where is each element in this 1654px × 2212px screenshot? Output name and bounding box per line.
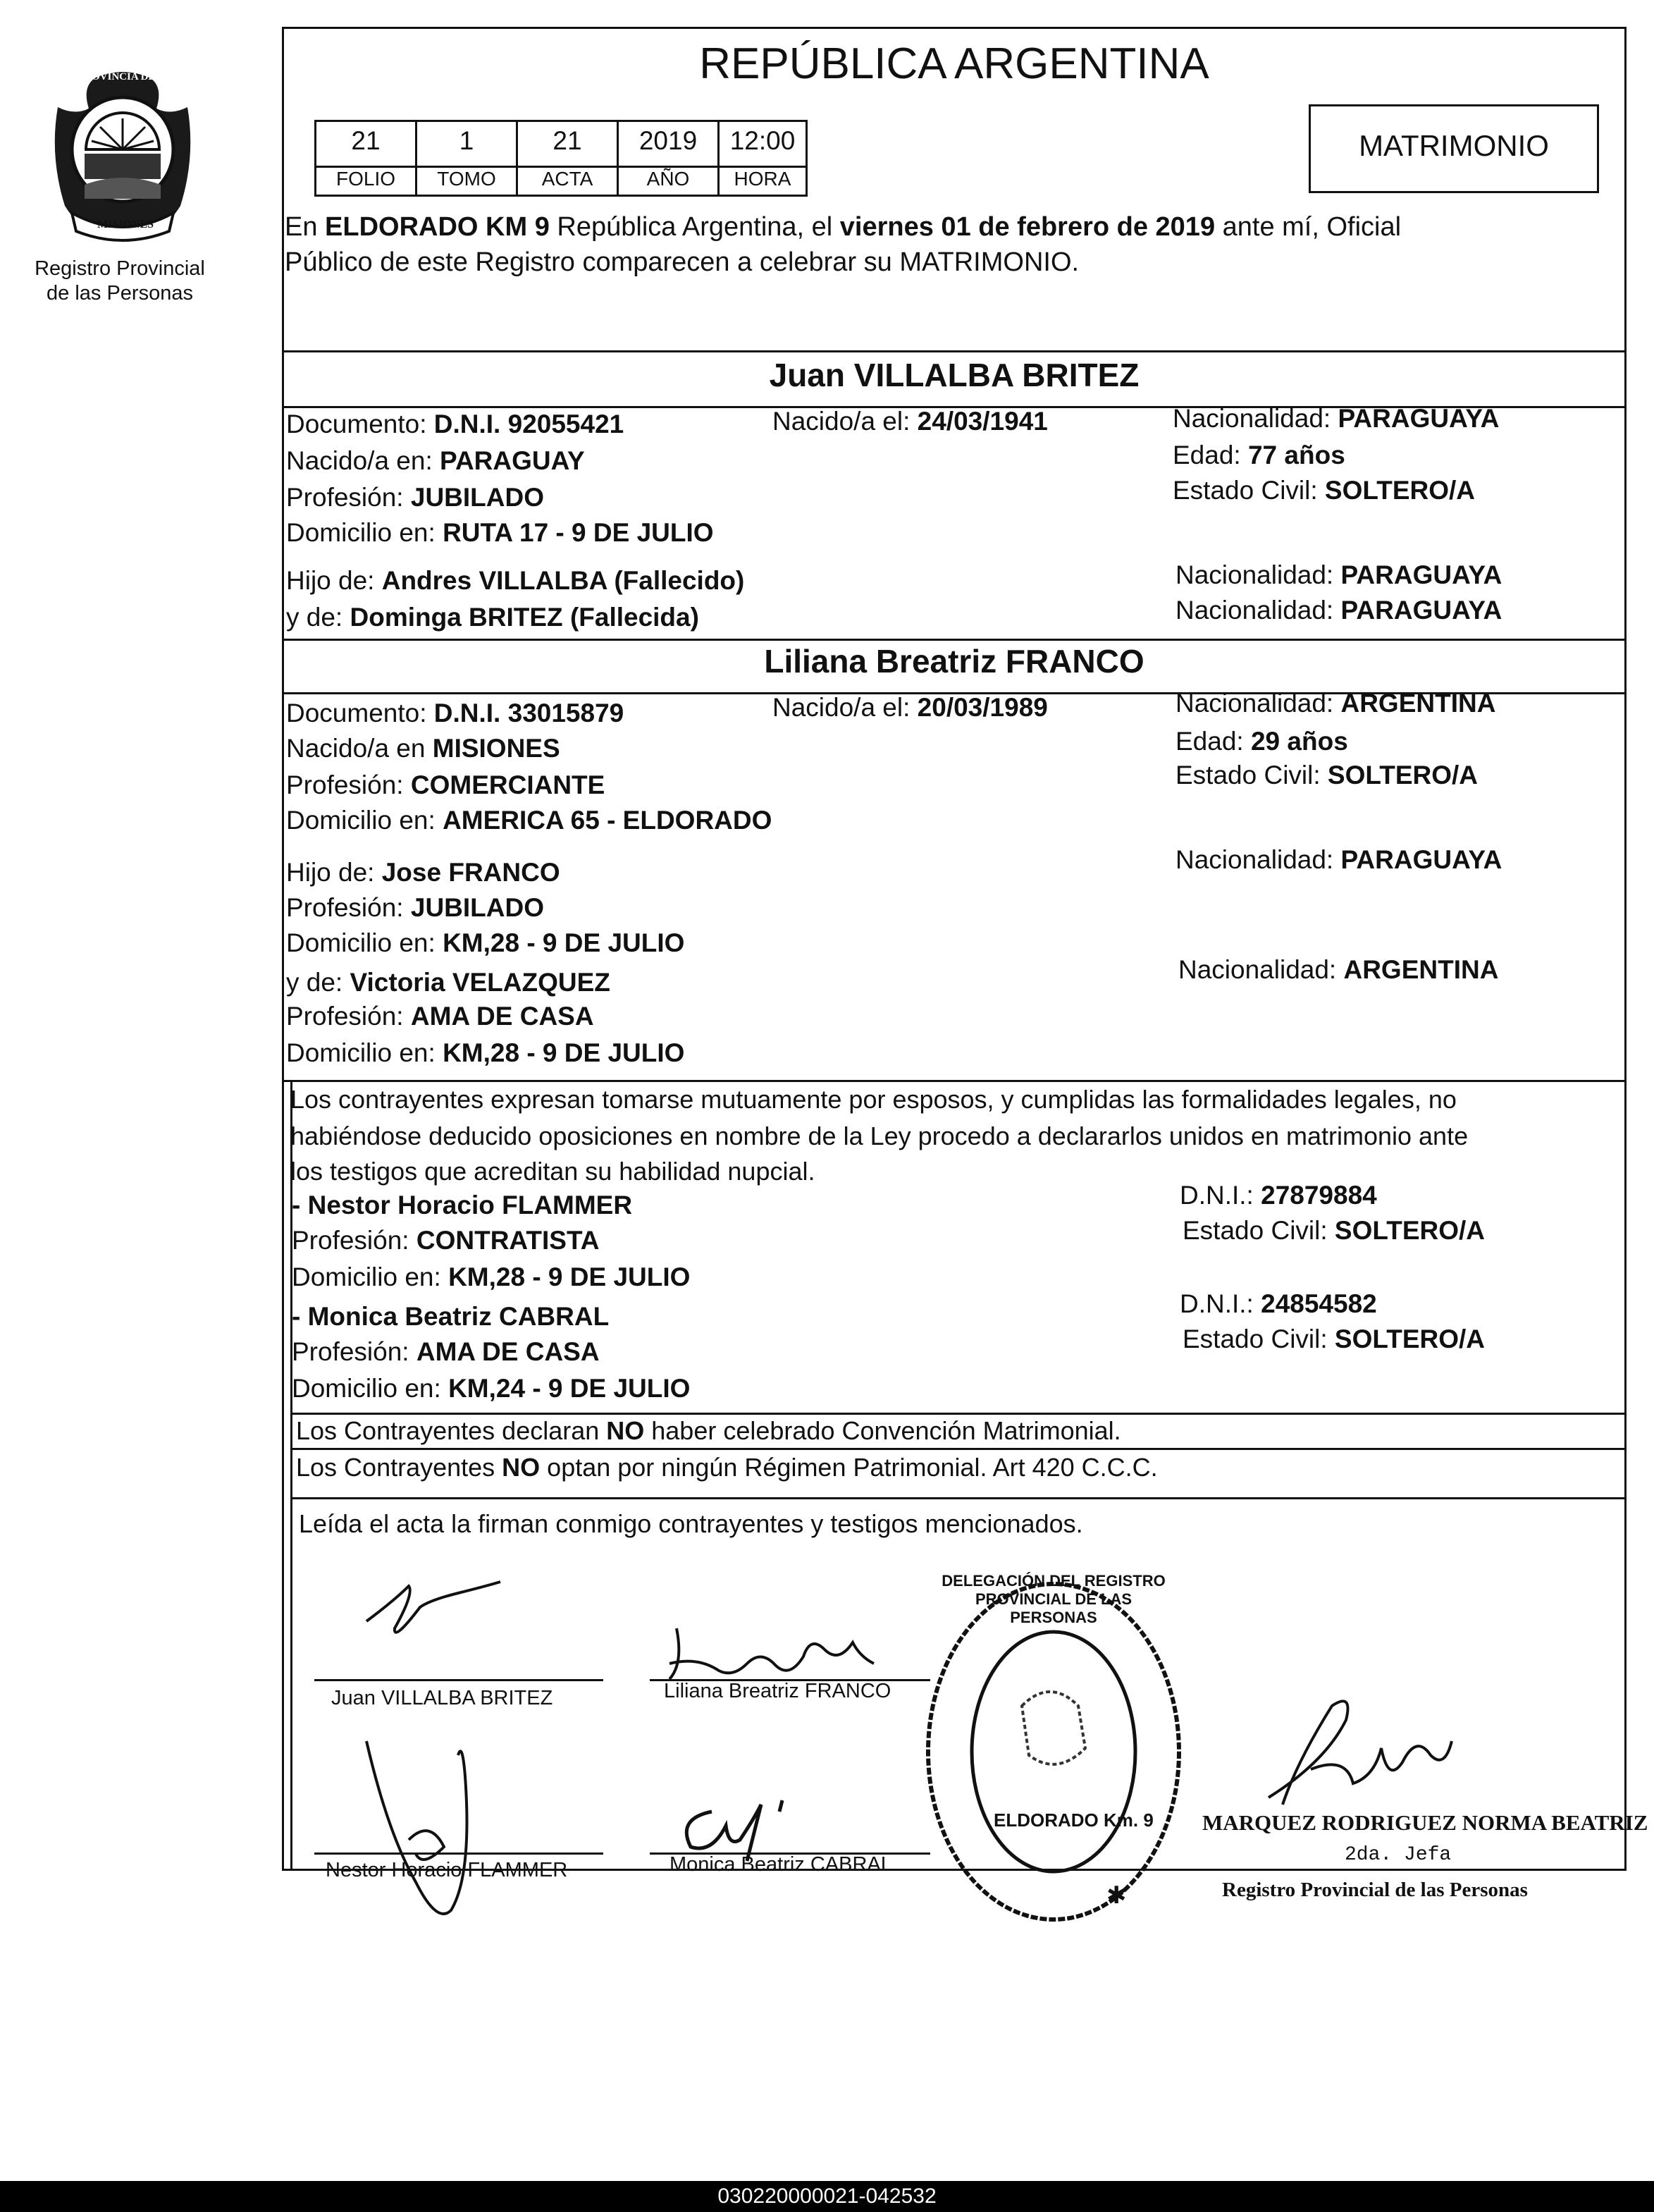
tomo-cell: [415, 120, 518, 168]
intro-line1: [285, 211, 1401, 242]
tomo-label-cell: [415, 166, 518, 197]
regime1-no: NO: [606, 1416, 645, 1445]
spouse1-signature: [352, 1572, 514, 1649]
spouse2-profession: [286, 770, 605, 801]
spouse2-prof: COMERCIANTE: [410, 770, 605, 799]
witness2-civil: SOLTERO/A: [1334, 1325, 1486, 1353]
spouse2-prof-label: Profesión:: [286, 770, 411, 799]
seal-lettering-top: PROVINCIA DE: [78, 71, 156, 82]
witness1-dom: KM,28 - 9 DE JULIO: [448, 1262, 691, 1291]
spouse1-age: [1173, 440, 1345, 471]
intro-date: viernes 01 de febrero de 2019: [839, 212, 1216, 242]
folio-label-cell: [314, 166, 417, 197]
witness1-signature: [338, 1734, 521, 1938]
spouse2-civil-status: [1175, 760, 1478, 791]
witness1-signature-line: [314, 1852, 603, 1855]
intro-text-b: República Argentina, el: [549, 212, 840, 242]
acta-label: ACTA: [541, 168, 593, 190]
spouse1-mother-name: Dominga BRITEZ (Fallecida): [350, 603, 699, 632]
spouse1-nat-label: Nacionalidad:: [1173, 404, 1338, 433]
year-label-cell: [617, 166, 720, 197]
spouse1-age-value: 77 años: [1247, 441, 1345, 469]
spouse2-born-in-label: Nacido/a en: [286, 734, 433, 763]
spouse1-father-label: Hijo de:: [286, 566, 382, 595]
spouse1-father-nationality: [1175, 560, 1502, 591]
official-signature: [1240, 1678, 1480, 1819]
spouse2-birthplace: [286, 733, 560, 764]
spouse1-mother: [286, 602, 699, 633]
spouse1-born-date-label: Nacido/a el:: [772, 407, 918, 436]
spouse2-father-nat: PARAGUAYA: [1340, 845, 1502, 874]
spouse1-father-nat: PARAGUAYA: [1340, 560, 1502, 589]
regime2-no: NO: [502, 1453, 541, 1482]
spouse1-civil-status: [1173, 475, 1475, 506]
hour-cell: [717, 120, 808, 168]
spouse2-address: [286, 805, 772, 836]
spouse1-birthplace: [286, 446, 585, 477]
spouse2-born-in: MISIONES: [432, 734, 560, 763]
spouse2-signature-name: Liliana Breatriz FRANCO: [664, 1680, 891, 1702]
act-type: MATRIMONIO: [1359, 129, 1549, 162]
spouse2-father-address: [286, 928, 684, 959]
spouse1-prof-label: Profesión:: [286, 483, 411, 512]
spouse2-age-label: Edad:: [1175, 727, 1251, 756]
org-name-line1: Registro Provincial: [35, 257, 205, 280]
spouse2-father-dom: KM,28 - 9 DE JULIO: [443, 928, 685, 957]
spouse1-civil: SOLTERO/A: [1324, 476, 1476, 505]
hour-label-cell: [717, 166, 808, 197]
intro-place: ELDORADO KM 9: [325, 212, 550, 242]
spouse2-mother-prof-label: Profesión:: [286, 1002, 411, 1031]
seal-lettering-bottom: MISIONES: [97, 219, 154, 231]
witness2-prof: AMA DE CASA: [416, 1337, 600, 1366]
spouse1-nat: PARAGUAYA: [1338, 404, 1500, 433]
divider-regime-mid: [290, 1448, 1627, 1450]
witness1-prof-label: Profesión:: [292, 1226, 416, 1255]
spouse1-born-in: PARAGUAY: [440, 446, 585, 475]
witness1-civil-status: [1183, 1215, 1485, 1246]
spouse2-name: Liliana Breatriz FRANCO: [764, 643, 1144, 680]
year-value: 2019: [638, 126, 698, 155]
witness1-dom-label: Domicilio en:: [292, 1262, 449, 1291]
spouse1-doc-label: Documento:: [286, 410, 434, 438]
spouse1-mother-nat-label: Nacionalidad:: [1175, 596, 1341, 625]
official-role: 2da. Jefa: [1345, 1844, 1452, 1866]
declaration-line1: Los contrayentes expresan tomarse mutuamente por esposos, y cumplidas las formalidades legales, no: [290, 1085, 1457, 1114]
spouse1-born-in-label: Nacido/a en:: [286, 446, 440, 475]
spouse2-father-nat-label: Nacionalidad:: [1175, 845, 1341, 874]
witness2-signature-name: Monica Beatriz CABRAL: [669, 1853, 892, 1876]
spouse1-profession: [286, 482, 544, 513]
spouse2-father-profession: [286, 892, 544, 923]
folio-value: 21: [351, 126, 381, 155]
witness2-dom-label: Domicilio en:: [292, 1374, 449, 1403]
spouse2-nationality: [1175, 688, 1495, 719]
spouse1-civil-label: Estado Civil:: [1173, 476, 1325, 505]
spouse2-nat: ARGENTINA: [1340, 689, 1496, 718]
witness2-dni-label: D.N.I.:: [1180, 1289, 1261, 1318]
witness2-dni: [1180, 1289, 1377, 1320]
spouse2-mother-dom: KM,28 - 9 DE JULIO: [443, 1038, 685, 1067]
tomo-value: 1: [459, 126, 474, 155]
divider-header: [282, 350, 1627, 352]
spouse2-born-date-label: Nacido/a el:: [772, 693, 918, 722]
spouse2-father-prof-label: Profesión:: [286, 893, 411, 922]
witness1-profession: [292, 1225, 600, 1256]
regime-line2: [296, 1452, 1158, 1483]
acta-value: 21: [553, 126, 582, 155]
page-title: REPÚBLICA ARGENTINA: [699, 39, 1209, 88]
spouse2-father-prof: JUBILADO: [410, 893, 544, 922]
spouse1-document: [286, 409, 624, 440]
spouse2-father: [286, 857, 560, 888]
acta-cell: [516, 120, 619, 168]
spouse1-dom-label: Domicilio en:: [286, 518, 443, 547]
folio-cell: [314, 120, 417, 168]
org-name-line2: de las Personas: [47, 282, 193, 305]
witness2-prof-label: Profesión:: [292, 1337, 416, 1366]
spouse2-mother-nationality: [1178, 954, 1498, 985]
spouse1-birthdate: [772, 406, 1048, 437]
regime-line1: [296, 1415, 1121, 1446]
closing-statement: Leída el acta la firman conmigo contrayentes y testigos mencionados.: [299, 1509, 1083, 1538]
spouse2-nat-label: Nacionalidad:: [1175, 689, 1341, 718]
spouse2-age-value: 29 años: [1250, 727, 1348, 756]
spouse2-mother-prof: AMA DE CASA: [410, 1002, 594, 1031]
intro-text-a: En: [285, 212, 326, 242]
spouse2-mother-nat: ARGENTINA: [1343, 955, 1499, 984]
spouse2-doc: D.N.I. 33015879: [433, 699, 624, 727]
divider-declaration: [282, 1080, 1627, 1082]
spouse1-mother-nationality: [1175, 595, 1502, 626]
spouse2-civil: SOLTERO/A: [1327, 761, 1479, 789]
spouse1-age-label: Edad:: [1173, 441, 1248, 469]
spouse2-document: [286, 698, 624, 729]
spouse2-doc-label: Documento:: [286, 699, 434, 727]
witness2-address: [292, 1373, 690, 1404]
year-cell: [617, 120, 720, 168]
witness1-civil: SOLTERO/A: [1334, 1216, 1486, 1245]
spouse1-address: [286, 517, 714, 548]
spouse2-dom: AMERICA 65 - ELDORADO: [443, 806, 772, 835]
spouse1-signature-name: Juan VILLALBA BRITEZ: [331, 1687, 553, 1709]
footer-code: 030220000021-042532: [717, 2185, 937, 2208]
witness2-dom: KM,24 - 9 DE JULIO: [448, 1374, 691, 1403]
spouse1-father-nat-label: Nacionalidad:: [1175, 560, 1341, 589]
witness2-name: - Monica Beatriz CABRAL: [292, 1302, 610, 1331]
folio-label: FOLIO: [335, 168, 395, 190]
acta-label-cell: [516, 166, 619, 197]
witness1-civil-label: Estado Civil:: [1183, 1216, 1335, 1245]
spouse2-father-dom-label: Domicilio en:: [286, 928, 443, 957]
regime2-text-b: optan por ningún Régimen Patrimonial. Art 420 C.C.C.: [540, 1453, 1158, 1482]
regime2-text-a: Los Contrayentes: [296, 1453, 502, 1482]
witness1-signature-name: Nestor Horacio FLAMMER: [326, 1859, 568, 1881]
spouse1-mother-nat: PARAGUAYA: [1340, 596, 1502, 625]
spouse2-civil-label: Estado Civil:: [1175, 761, 1328, 789]
spouse2-mother-dom-label: Domicilio en:: [286, 1038, 443, 1067]
spouse1-doc: D.N.I. 92055421: [433, 410, 624, 438]
spouse1-born-date: 24/03/1941: [917, 407, 1048, 436]
spouse2-age: [1175, 726, 1348, 757]
witness1-address: [292, 1262, 690, 1293]
spouse1-mother-label: y de:: [286, 603, 350, 632]
intro-line2: Público de este Registro comparecen a celebrar su MATRIMONIO.: [285, 247, 1080, 277]
stamp-ring-text: DELEGACIÓN DEL REGISTRO PROVINCIAL DE LAS PERSONAS: [942, 1572, 1166, 1626]
witness1-prof: CONTRATISTA: [416, 1226, 600, 1255]
spouse2-father-label: Hijo de:: [286, 858, 382, 887]
spouse2-mother-name: Victoria VELAZQUEZ: [350, 968, 610, 997]
witness2-dni-value: 24854582: [1261, 1289, 1377, 1318]
spouse2-dom-label: Domicilio en:: [286, 806, 443, 835]
spouse2-mother-label: y de:: [286, 968, 350, 997]
witness1-dni-label: D.N.I.:: [1180, 1181, 1261, 1210]
official-name: MARQUEZ RODRIGUEZ NORMA BEATRIZ: [1202, 1810, 1648, 1835]
witness2-civil-status: [1183, 1324, 1485, 1355]
regime1-text-b: haber celebrado Convención Matrimonial.: [644, 1416, 1121, 1445]
witness1-name: - Nestor Horacio FLAMMER: [292, 1191, 633, 1219]
official-org: Registro Provincial de las Personas: [1222, 1879, 1528, 1901]
spouse2-birthdate: [772, 692, 1048, 723]
svg-text:✱: ✱: [1106, 1881, 1127, 1910]
spouse1-prof: JUBILADO: [410, 483, 544, 512]
hour-value: 12:00: [729, 126, 796, 155]
spouse1-nationality: [1173, 403, 1499, 434]
regime1-text-a: Los Contrayentes declaran: [296, 1416, 607, 1445]
tomo-label: TOMO: [437, 168, 496, 190]
spouse1-signature-line: [314, 1679, 603, 1681]
witness1-dni: [1180, 1180, 1377, 1211]
hour-label: HORA: [734, 168, 791, 190]
declaration-line2: habiéndose deducido oposiciones en nombre de la Ley procedo a declararlos unidos en matrimonio ante: [290, 1122, 1469, 1150]
witness1-dni-value: 27879884: [1261, 1181, 1377, 1210]
spouse2-mother: [286, 967, 610, 998]
stamp-inner-text: ELDORADO Km. 9: [994, 1809, 1154, 1831]
divider-closing: [290, 1497, 1627, 1499]
spouse1-name: Juan VILLALBA BRITEZ: [769, 357, 1140, 393]
spouse2-mother-address: [286, 1038, 684, 1069]
witness2-civil-label: Estado Civil:: [1183, 1325, 1335, 1353]
divider-regime: [290, 1413, 1627, 1415]
intro-text-c: ante mí, Oficial: [1215, 212, 1402, 242]
spouse1-dom: RUTA 17 - 9 DE JULIO: [443, 518, 714, 547]
witness2-profession: [292, 1337, 600, 1368]
spouse2-mother-nat-label: Nacionalidad:: [1178, 955, 1344, 984]
spouse2-father-nationality: [1175, 844, 1502, 875]
spouse1-father: [286, 565, 744, 596]
declaration-line3: los testigos que acreditan su habilidad nupcial.: [290, 1157, 815, 1186]
spouse2-father-name: Jose FRANCO: [381, 858, 560, 887]
spouse1-father-name: Andres VILLALBA (Fallecido): [381, 566, 745, 595]
spouse2-born-date: 20/03/1989: [917, 693, 1048, 722]
year-label: AÑO: [646, 168, 690, 190]
spouse2-mother-profession: [286, 1001, 594, 1032]
